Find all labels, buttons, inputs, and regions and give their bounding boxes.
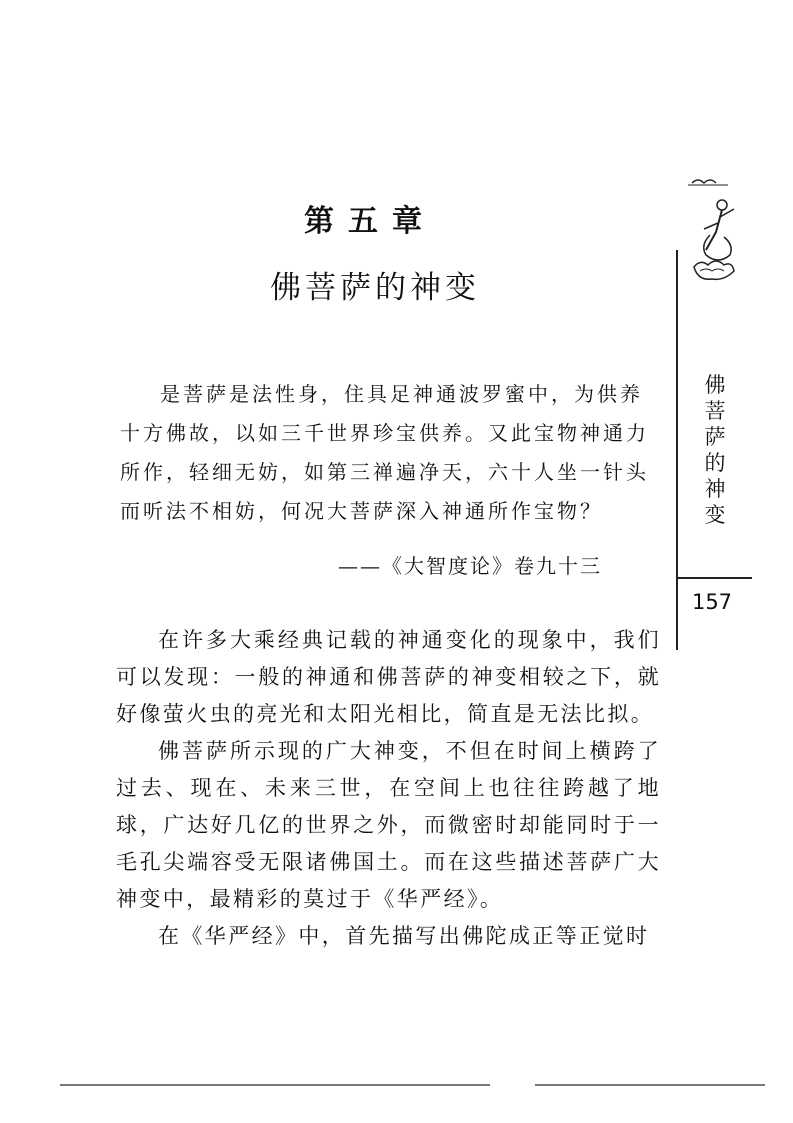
side-title-char: 神 — [704, 477, 726, 501]
side-title-char: 菩 — [704, 399, 726, 423]
margin-vertical-rule — [676, 250, 678, 650]
side-title-char: 变 — [704, 503, 726, 527]
chapter-title: 佛菩萨的神变 — [270, 270, 480, 306]
page-number: 157 — [691, 590, 733, 614]
bodhisattva-figure-icon — [680, 175, 740, 285]
body-text — [116, 622, 661, 955]
side-title-char: 的 — [704, 451, 726, 475]
body-paragraph: 在《华严经》中，首先描写出佛陀成正等正觉时 — [158, 924, 650, 948]
margin-horizontal-rule — [678, 577, 752, 579]
side-title-char: 佛 — [704, 373, 726, 397]
epigraph — [120, 375, 660, 531]
epigraph-source: ——《大智度论》卷九十三 — [338, 554, 602, 578]
scan-artifact-line — [60, 1084, 490, 1086]
body-paragraph: 佛菩萨所示现的广大神变，不但在时间上横跨了过去、现在、未来三世，在空间上也往往跨越了地球，广达好几亿的世界之外，而微密时却能同时于一毛孔尖端容受无限诸佛国土。而在这些描述菩萨广大神变中，最精彩的莫过于《华严经》。 — [116, 739, 661, 911]
side-chapter-title — [700, 372, 730, 528]
chapter-number: 第五章 — [304, 204, 436, 239]
side-title-char: 萨 — [704, 425, 726, 449]
scan-artifact-line — [535, 1084, 765, 1086]
body-paragraph: 在许多大乘经典记载的神通变化的现象中，我们可以发现：一般的神通和佛菩萨的神变相较之下，就好像萤火虫的亮光和太阳光相比，简直是无法比拟。 — [116, 628, 661, 726]
epigraph-text: 是菩萨是法性身，住具足神通波罗蜜中，为供养十方佛故，以如三千世界珍宝供养。又此宝物神通力所作，轻细无妨，如第三禅遍净天，六十人坐一针头而听法不相妨，何况大菩萨深入神通所作宝物？ — [120, 382, 649, 523]
